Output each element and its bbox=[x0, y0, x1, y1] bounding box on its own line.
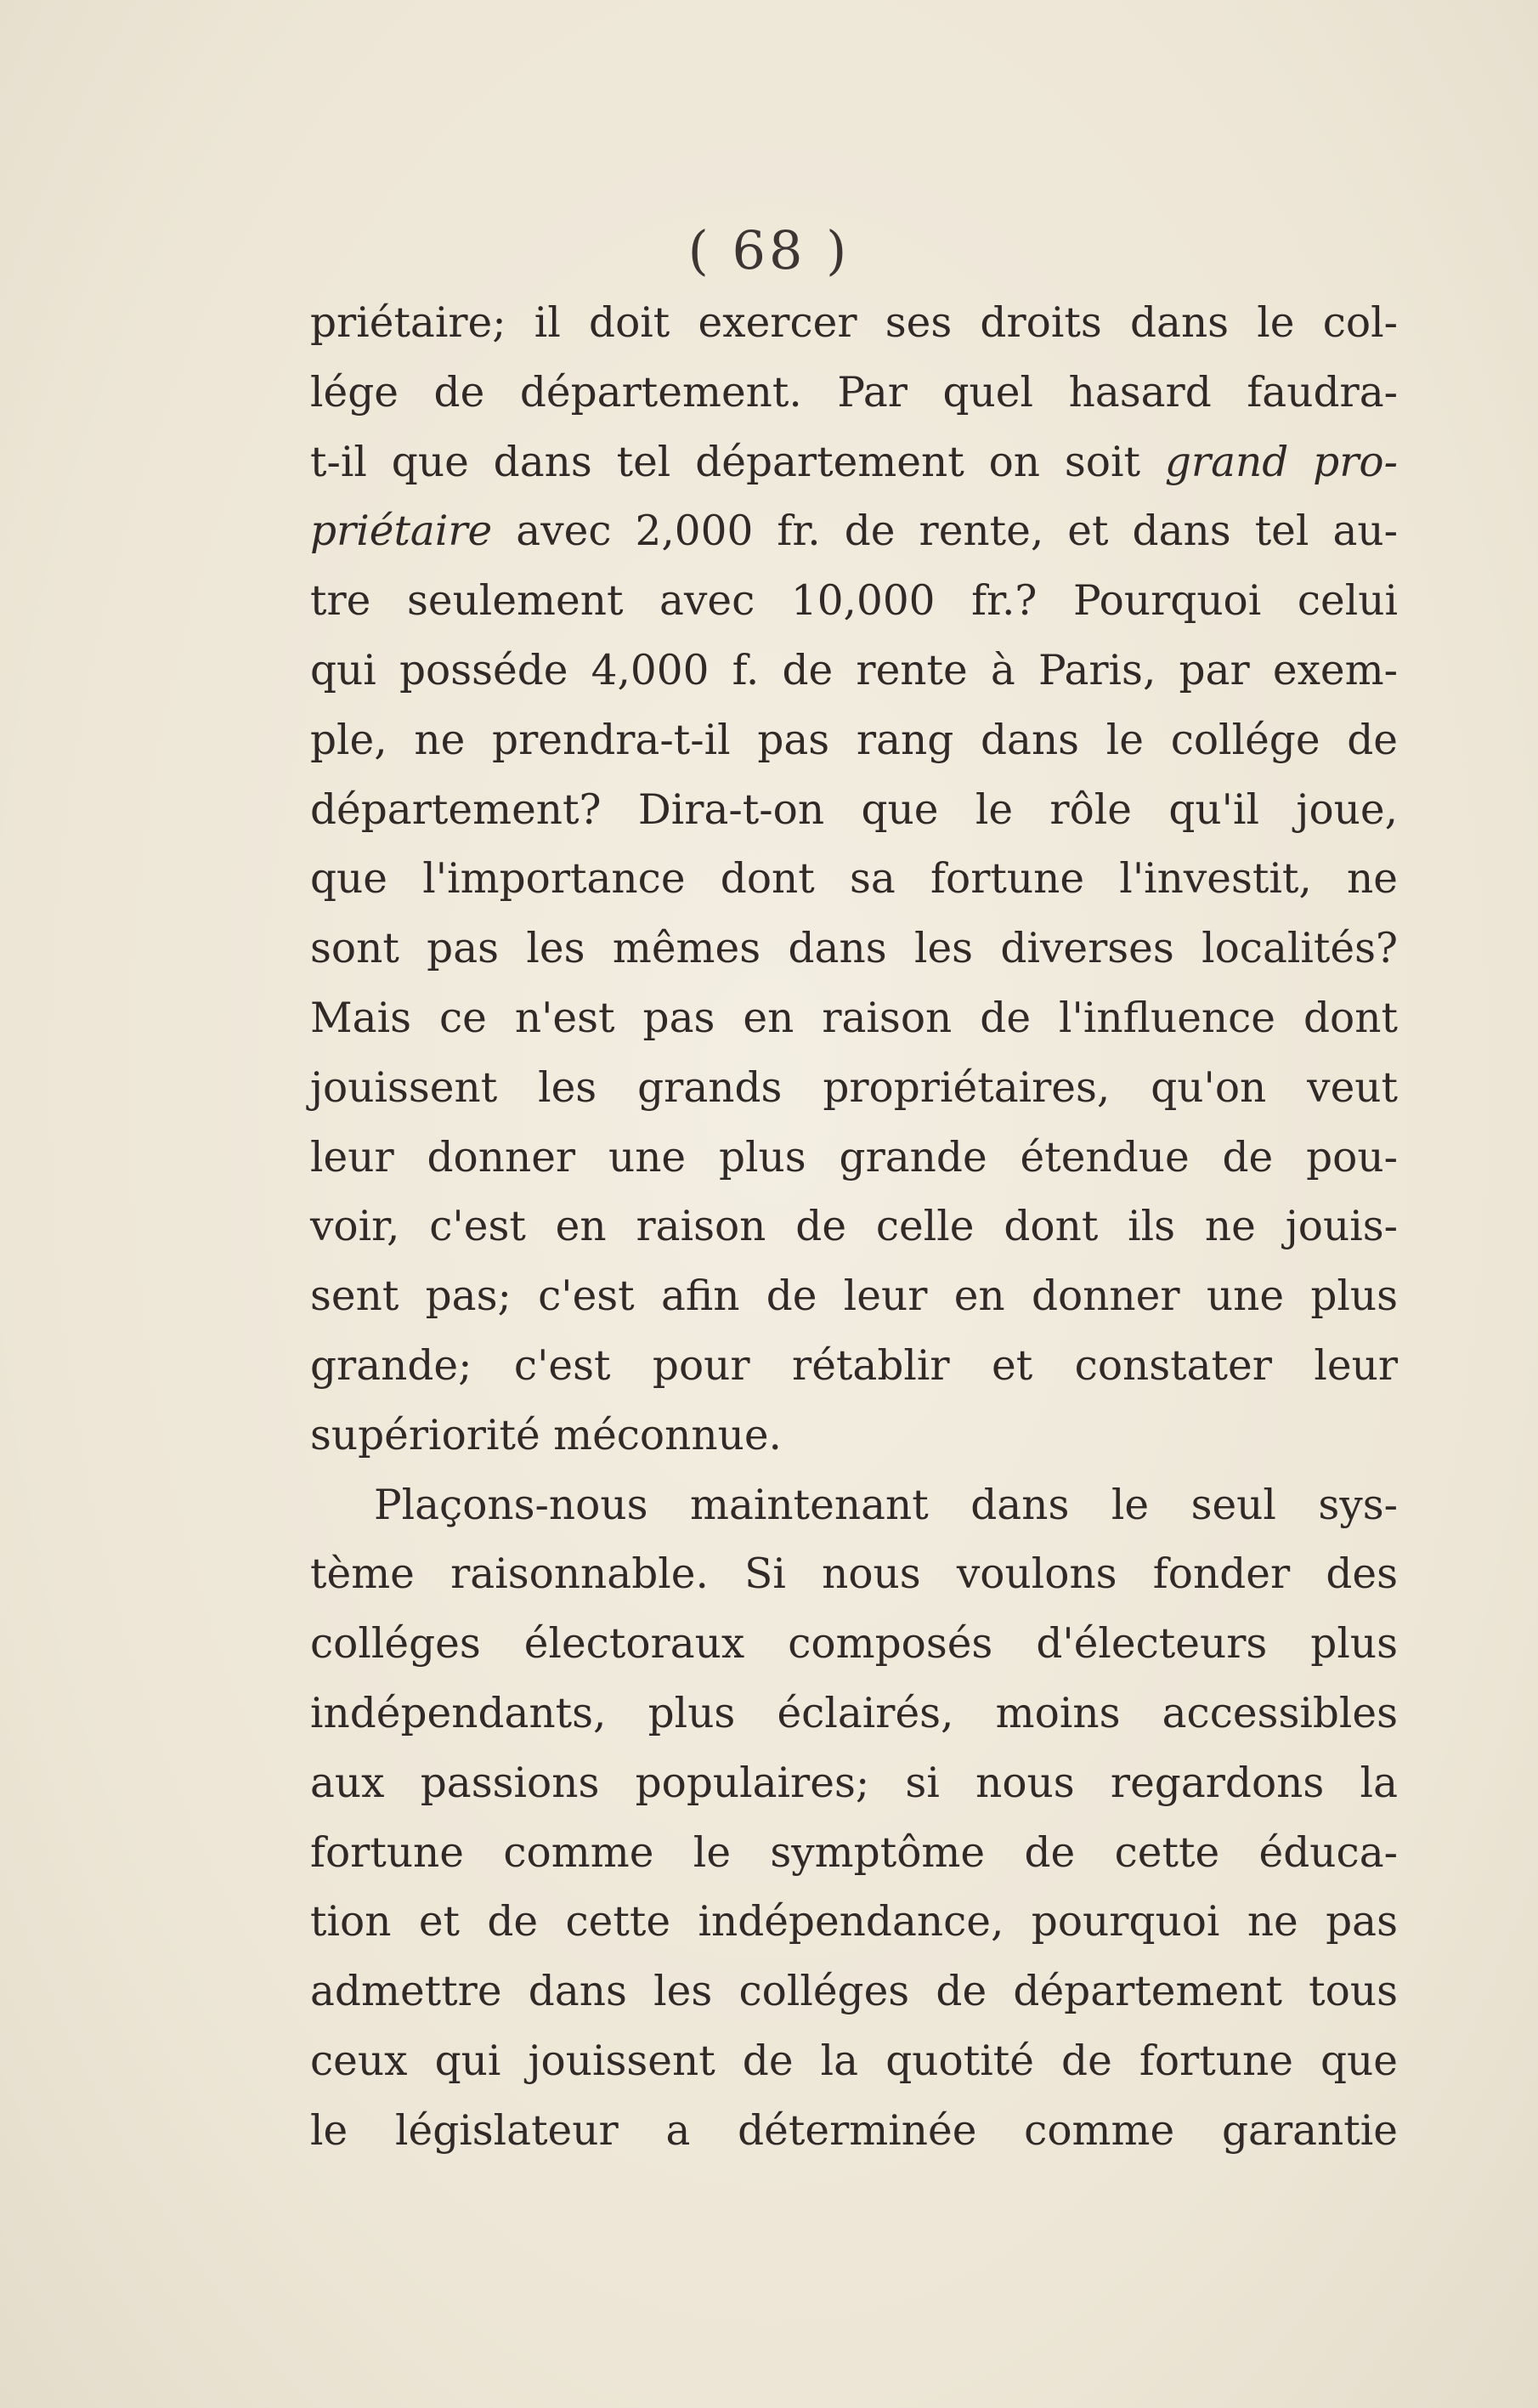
text-line bbox=[310, 1819, 1398, 1889]
text-line bbox=[310, 1332, 1398, 1402]
text-run: aux passions populaires; si nous regardons la bbox=[310, 1759, 1398, 1807]
text-line bbox=[310, 2097, 1398, 2167]
text-run: voir, c'est en raison de celle dont ils ne jouis- bbox=[310, 1203, 1398, 1251]
text-line bbox=[310, 845, 1398, 915]
text-line bbox=[310, 428, 1398, 498]
text-run: sont pas les mêmes dans les diverses localités? bbox=[310, 925, 1398, 973]
text-line bbox=[310, 637, 1398, 706]
text-line bbox=[310, 1124, 1398, 1193]
text-line bbox=[310, 497, 1398, 567]
text-run: département? Dira-t-on que le rôle qu'il joue, bbox=[310, 785, 1398, 834]
text-line bbox=[310, 1054, 1398, 1124]
text-run: leur donner une plus grande étendue de pou- bbox=[310, 1133, 1398, 1181]
text-run: tème raisonnable. Si nous voulons fonder des bbox=[310, 1550, 1398, 1599]
text-run: fortune comme le symptôme de cette éduca- bbox=[310, 1828, 1398, 1877]
text-line bbox=[310, 567, 1398, 637]
text-run: admettre dans les colléges de département tous bbox=[310, 1968, 1398, 2016]
page-number: ( 68 ) bbox=[687, 219, 851, 281]
text-run: qui posséde 4,000 f. de rente à Paris, par exem- bbox=[310, 646, 1398, 694]
text-line bbox=[310, 1680, 1398, 1749]
text-line bbox=[310, 1540, 1398, 1610]
text-line bbox=[310, 289, 1398, 359]
text-line bbox=[310, 359, 1398, 428]
text-run: priétaire; il doit exercer ses droits dans le col- bbox=[310, 299, 1398, 347]
text-line bbox=[310, 706, 1398, 776]
text-run: Mais ce n'est pas en raison de l'influence dont bbox=[310, 994, 1398, 1042]
text-run: t-il que dans tel département on soit bbox=[310, 438, 1165, 486]
text-run: supériorité méconnue. bbox=[310, 1411, 782, 1459]
text-line bbox=[310, 1193, 1398, 1262]
text-line bbox=[310, 1402, 1398, 1471]
text-line bbox=[310, 1958, 1398, 2027]
text-line bbox=[310, 776, 1398, 846]
italic-run: grand pro- bbox=[1164, 438, 1399, 486]
text-run: grande; c'est pour rétablir et constater leur bbox=[310, 1341, 1398, 1390]
text-run: avec 2,000 fr. de rente, et dans tel au- bbox=[492, 507, 1398, 556]
text-run: ple, ne prendra-t-il pas rang dans le collége de bbox=[310, 716, 1398, 764]
text-run: ceux qui jouissent de la quotité de fortune que bbox=[310, 2037, 1398, 2085]
text-line bbox=[310, 1610, 1398, 1680]
text-run: sent pas; c'est afin de leur en donner une plus bbox=[310, 1272, 1398, 1321]
text-run: que l'importance dont sa fortune l'investit, ne bbox=[310, 855, 1398, 904]
text-run: colléges électoraux composés d'électeurs plus bbox=[310, 1620, 1398, 1669]
text-line bbox=[310, 915, 1398, 984]
text-run: indépendants, plus éclairés, moins accessibles bbox=[310, 1689, 1398, 1737]
text-line bbox=[310, 1888, 1398, 1958]
text-line bbox=[310, 2027, 1398, 2097]
text-run: jouissent les grands propriétaires, qu'on veut bbox=[310, 1063, 1398, 1112]
text-line bbox=[310, 1262, 1398, 1332]
text-run: Plaçons-nous maintenant dans le seul sys- bbox=[374, 1481, 1398, 1529]
text-run: tion et de cette indépendance, pourquoi ne pas bbox=[310, 1898, 1398, 1946]
italic-run: priétaire bbox=[310, 507, 493, 556]
text-line bbox=[310, 984, 1398, 1054]
text-run: le législateur a déterminée comme garantie bbox=[310, 2106, 1398, 2155]
text-line bbox=[310, 1749, 1398, 1819]
body-text bbox=[310, 289, 1398, 2167]
text-line bbox=[310, 1471, 1398, 1541]
text-run: lége de département. Par quel hasard faudra- bbox=[310, 368, 1398, 416]
text-run: tre seulement avec 10,000 fr.? Pourquoi celui bbox=[310, 577, 1398, 626]
